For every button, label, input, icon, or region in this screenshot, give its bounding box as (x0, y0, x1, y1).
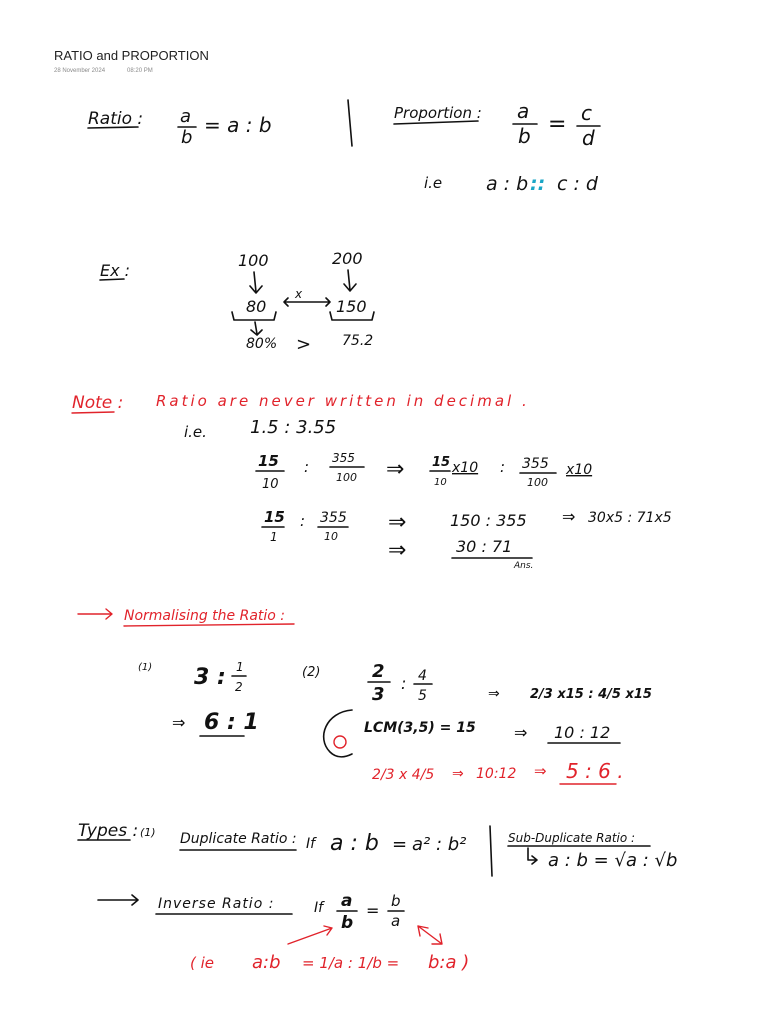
arrow-down-left-icon (250, 272, 262, 293)
note-f2n: 355 (332, 451, 355, 465)
note-f1n: 15 (258, 452, 279, 470)
note-g1m: x10 (452, 460, 479, 476)
page-title: RATIO and PROPORTION (54, 48, 209, 63)
red-final: 5 : 6 . (566, 759, 624, 783)
note-g1n: 15 (432, 455, 451, 470)
normalising-heading: Normalising the Ratio : (124, 608, 286, 624)
note-g2m: x10 (566, 462, 593, 478)
dup-lhs: a : b (330, 831, 379, 856)
circle-icon (334, 736, 346, 748)
example-mid-left: 80 (246, 297, 267, 316)
example-block (100, 249, 374, 355)
ie-lhs: a:b (252, 952, 281, 973)
note-label: Note : (72, 393, 124, 413)
proportion-sep: :: (530, 173, 546, 195)
example-mid-right: 150 (336, 297, 367, 316)
ratio-underline (88, 127, 138, 128)
p2-arrow2: ⇒ (514, 723, 528, 742)
dup-rhs: a² : b² (412, 834, 467, 855)
note-arrow1: ⇒ (386, 457, 405, 482)
proportion-lhs: a : b (486, 173, 529, 195)
proportion-eq: = (548, 112, 567, 137)
note-block (72, 392, 672, 571)
divider-line (348, 100, 352, 146)
note-h-arrow: ⇒ (562, 507, 576, 526)
p2-n2: 4 (418, 668, 427, 684)
proportion-d2: d (582, 126, 595, 150)
p1-arrow: ⇒ (172, 713, 186, 732)
note-h-extra: 30x5 : 71x5 (588, 510, 672, 526)
p2-res: 10 : 12 (554, 723, 611, 742)
example-cmp: > (296, 334, 312, 355)
p1-n: 1 (236, 660, 244, 674)
ie-rhs: b:a ) (428, 952, 470, 973)
dup-label: Duplicate Ratio : (180, 831, 297, 847)
p2-colon: : (401, 674, 407, 693)
red-arrow2: ⇒ (534, 762, 547, 780)
note-h2d: 10 (324, 530, 338, 543)
page-date: 28 November 2024 (54, 68, 106, 74)
note-arrow2: ⇒ (388, 510, 407, 535)
note-expr: 1.5 : 3.55 (250, 417, 337, 438)
normalising-block (78, 608, 652, 784)
inv-if: If (314, 900, 324, 916)
note-colon3: : (300, 512, 306, 530)
p1-label: (1) (138, 662, 153, 673)
inv-n1: a (341, 891, 353, 911)
types-divider (490, 826, 492, 876)
inv-n2: b (391, 892, 401, 910)
proportion-n1: a (517, 99, 530, 123)
red-pointer-left-icon (288, 926, 332, 944)
note-g2n: 355 (522, 456, 549, 472)
p2-d2: 5 (418, 688, 427, 704)
note-i-res: 30 : 71 (456, 537, 513, 556)
dup-eq: = (392, 834, 408, 855)
inv-d2: a (391, 912, 401, 930)
note-ans: Ans. (514, 561, 534, 571)
note-h-res: 150 : 355 (450, 511, 527, 530)
example-underline (100, 279, 124, 280)
proportion-n2: c (581, 101, 592, 125)
arrow-right-icon (98, 895, 138, 905)
arrow-down-right-icon (344, 270, 356, 291)
note-underline (72, 412, 114, 413)
proportion-block (394, 99, 600, 195)
proportion-rhs: c : d (557, 173, 598, 195)
note-g1d: 10 (434, 477, 447, 488)
double-arrow-icon (284, 298, 330, 306)
note-h1n: 15 (264, 508, 285, 526)
sub-arrow-icon (528, 848, 537, 864)
inv-eq: = (366, 901, 380, 920)
types-num: (1) (140, 826, 156, 839)
p2-label: (2) (302, 665, 321, 680)
p1-res: 6 : 1 (204, 710, 259, 735)
note-ie: i.e. (184, 423, 207, 441)
example-bot-right: 75.2 (342, 333, 374, 349)
arrow-small-icon (251, 322, 262, 335)
red-step: 10:12 (476, 766, 517, 782)
sub-label: Sub-Duplicate Ratio : (508, 831, 636, 845)
example-top-left: 100 (238, 251, 269, 270)
note-f1d: 10 (262, 477, 279, 492)
example-label: Ex : (100, 261, 131, 280)
red-pointer-right-icon (418, 926, 442, 944)
inv-d1: b (341, 913, 354, 933)
ratio-label: Ratio : (88, 109, 144, 129)
ie-open: ( ie (190, 954, 215, 972)
inv-label: Inverse Ratio : (158, 896, 275, 912)
p2-arrow: ⇒ (488, 686, 500, 702)
example-bot-left: 80% (246, 336, 278, 352)
p2-d1: 3 (372, 684, 385, 705)
normalising-underline (124, 624, 294, 626)
page-time: 08:20 PM (127, 68, 153, 74)
note-f2d: 100 (336, 471, 357, 484)
p1-a: 3 : (194, 665, 226, 690)
sub-expr: a : b = √a : √b (548, 850, 678, 871)
red-arrow1: ⇒ (452, 766, 464, 782)
types-block (78, 821, 677, 973)
lcm-text: LCM(3,5) = 15 (364, 720, 476, 736)
ratio-block (88, 106, 272, 148)
example-cross: x (295, 287, 303, 301)
note-h2n: 355 (320, 510, 347, 526)
lcm-curve (324, 710, 352, 757)
ratio-num: a (180, 106, 192, 127)
proportion-ie: i.e (424, 174, 443, 192)
red-frac: 2/3 x 4/5 (372, 767, 435, 783)
p2-step: 2/3 x15 : 4/5 x15 (530, 687, 652, 702)
example-top-right: 200 (332, 249, 363, 268)
note-arrow3: ⇒ (388, 538, 407, 563)
proportion-d1: b (518, 124, 531, 148)
ratio-rhs: = a : b (204, 113, 272, 137)
ratio-den: b (181, 127, 193, 148)
dup-if: If (306, 836, 316, 852)
note-g2d: 100 (527, 476, 548, 489)
arrow-right-red-icon (78, 609, 112, 619)
note-h1d: 1 (270, 530, 278, 544)
types-label: Types : (78, 821, 139, 841)
note-text: Ratio are never written in decimal . (156, 392, 530, 410)
note-colon1: : (304, 458, 310, 476)
p1-d: 2 (235, 680, 243, 694)
note-colon2: : (500, 458, 506, 476)
proportion-label: Proportion : (394, 104, 482, 122)
ie-mid: = 1/a : 1/b = (302, 954, 400, 972)
p2-n1: 2 (372, 661, 385, 682)
